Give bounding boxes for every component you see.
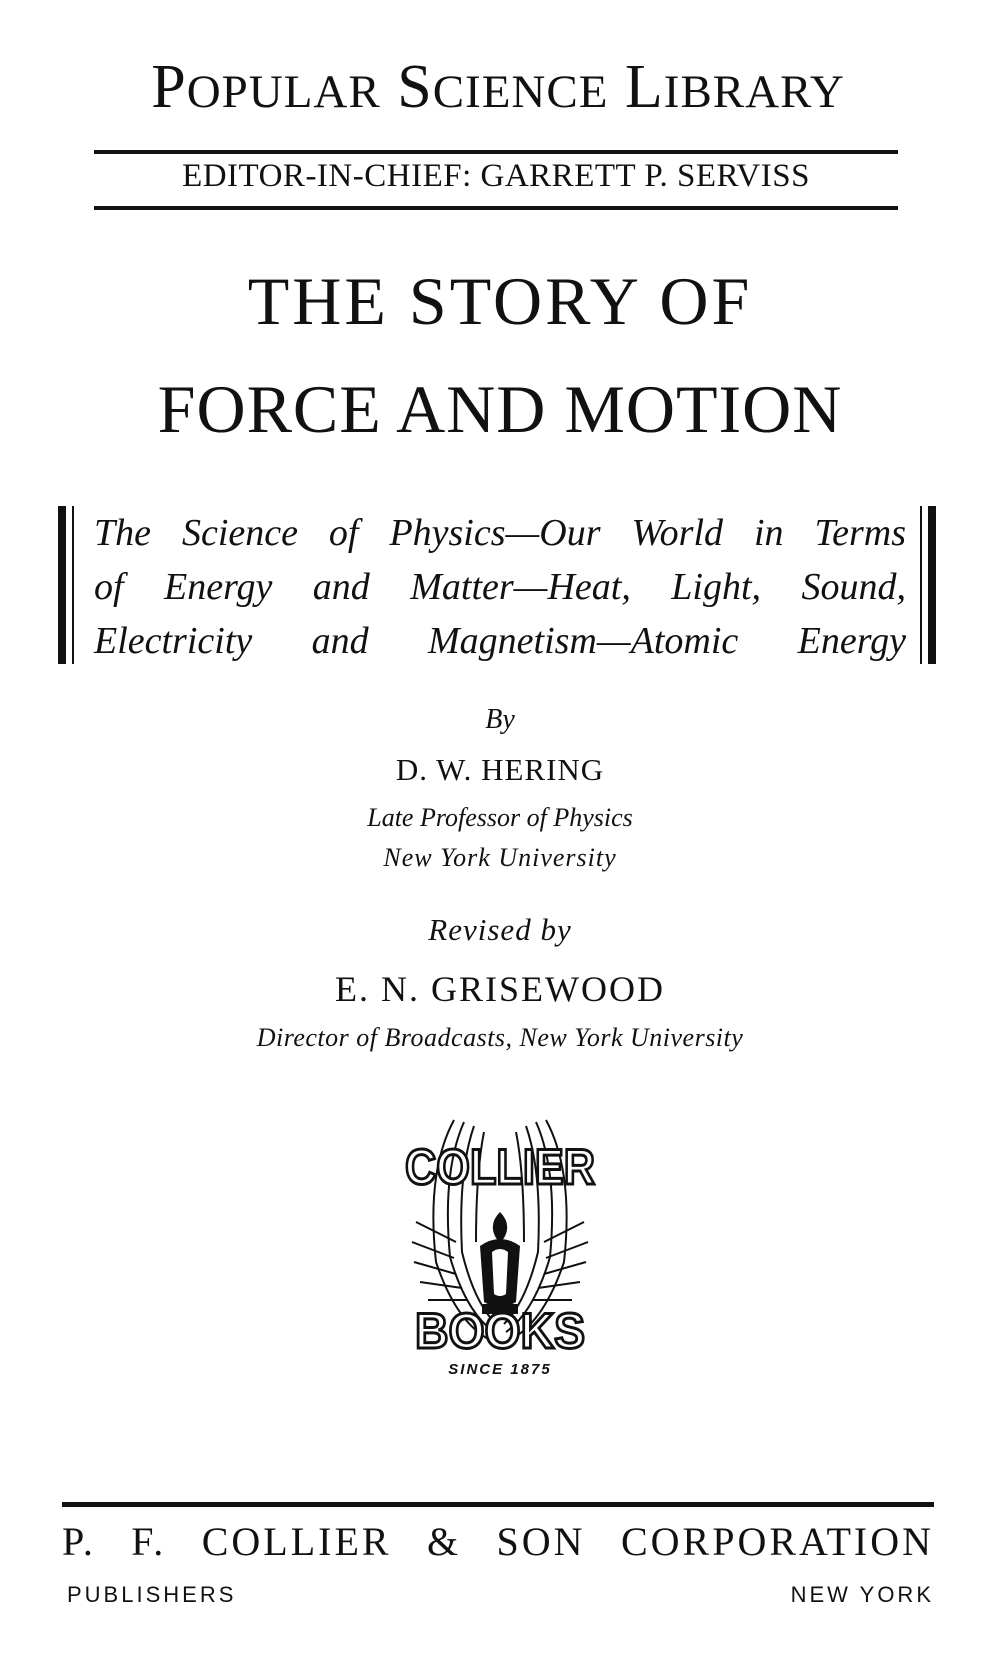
publisher-role: PUBLISHERS — [67, 1582, 237, 1607]
series-word-2: SCIENCE — [397, 53, 609, 121]
subtitle-left-bar-thick — [58, 506, 66, 664]
subtitle-line-3: Electricity and Magnetism—Atomic Energy — [94, 620, 906, 662]
subtitle-right-bar-thick — [928, 506, 936, 664]
reviser-title: Director of Broadcasts, New York University — [256, 1023, 744, 1052]
subtitle-line-2: of Energy and Matter—Heat, Light, Sound, — [94, 566, 906, 608]
collier-books-logo — [396, 1112, 604, 1380]
subtitle-line-1: The Science of Physics—Our World in Terms — [94, 512, 906, 554]
editor-top-rule — [94, 150, 898, 154]
publisher-name: P. F. COLLIER & SON CORPORATION — [62, 1519, 934, 1564]
series-title — [62, 52, 934, 123]
book-subtitle — [94, 506, 906, 668]
author-institution: New York University — [383, 843, 617, 872]
reviser-name: E. N. GRISEWOOD — [335, 969, 665, 1009]
author-name: D. W. HERING — [395, 752, 605, 787]
publisher-city: NEW YORK — [790, 1582, 934, 1607]
book-title-line-2: FORCE AND MOTION — [157, 371, 843, 447]
series-word-3: LIBRARY — [624, 53, 845, 121]
series-word-1: POPULAR — [151, 53, 381, 121]
book-title-line-1: THE STORY OF — [247, 263, 753, 339]
revised-label: Revised by — [428, 912, 572, 947]
editor-line: EDITOR-IN-CHIEF: GARRETT P. SERVISS — [182, 158, 810, 194]
subtitle-right-bar-thin — [920, 506, 922, 664]
logo-word-bottom: BOOKS — [415, 1303, 585, 1359]
author-title: Late Professor of Physics — [367, 803, 633, 832]
logo-since: SINCE 1875 — [448, 1361, 552, 1378]
winged-torch-emblem-icon — [396, 1112, 604, 1380]
subtitle-left-bar-thin — [72, 506, 74, 664]
by-label: By — [485, 704, 515, 735]
editor-bottom-rule — [94, 206, 898, 210]
imprint-rule — [62, 1502, 934, 1507]
logo-word-top: COLLIER — [405, 1139, 595, 1195]
